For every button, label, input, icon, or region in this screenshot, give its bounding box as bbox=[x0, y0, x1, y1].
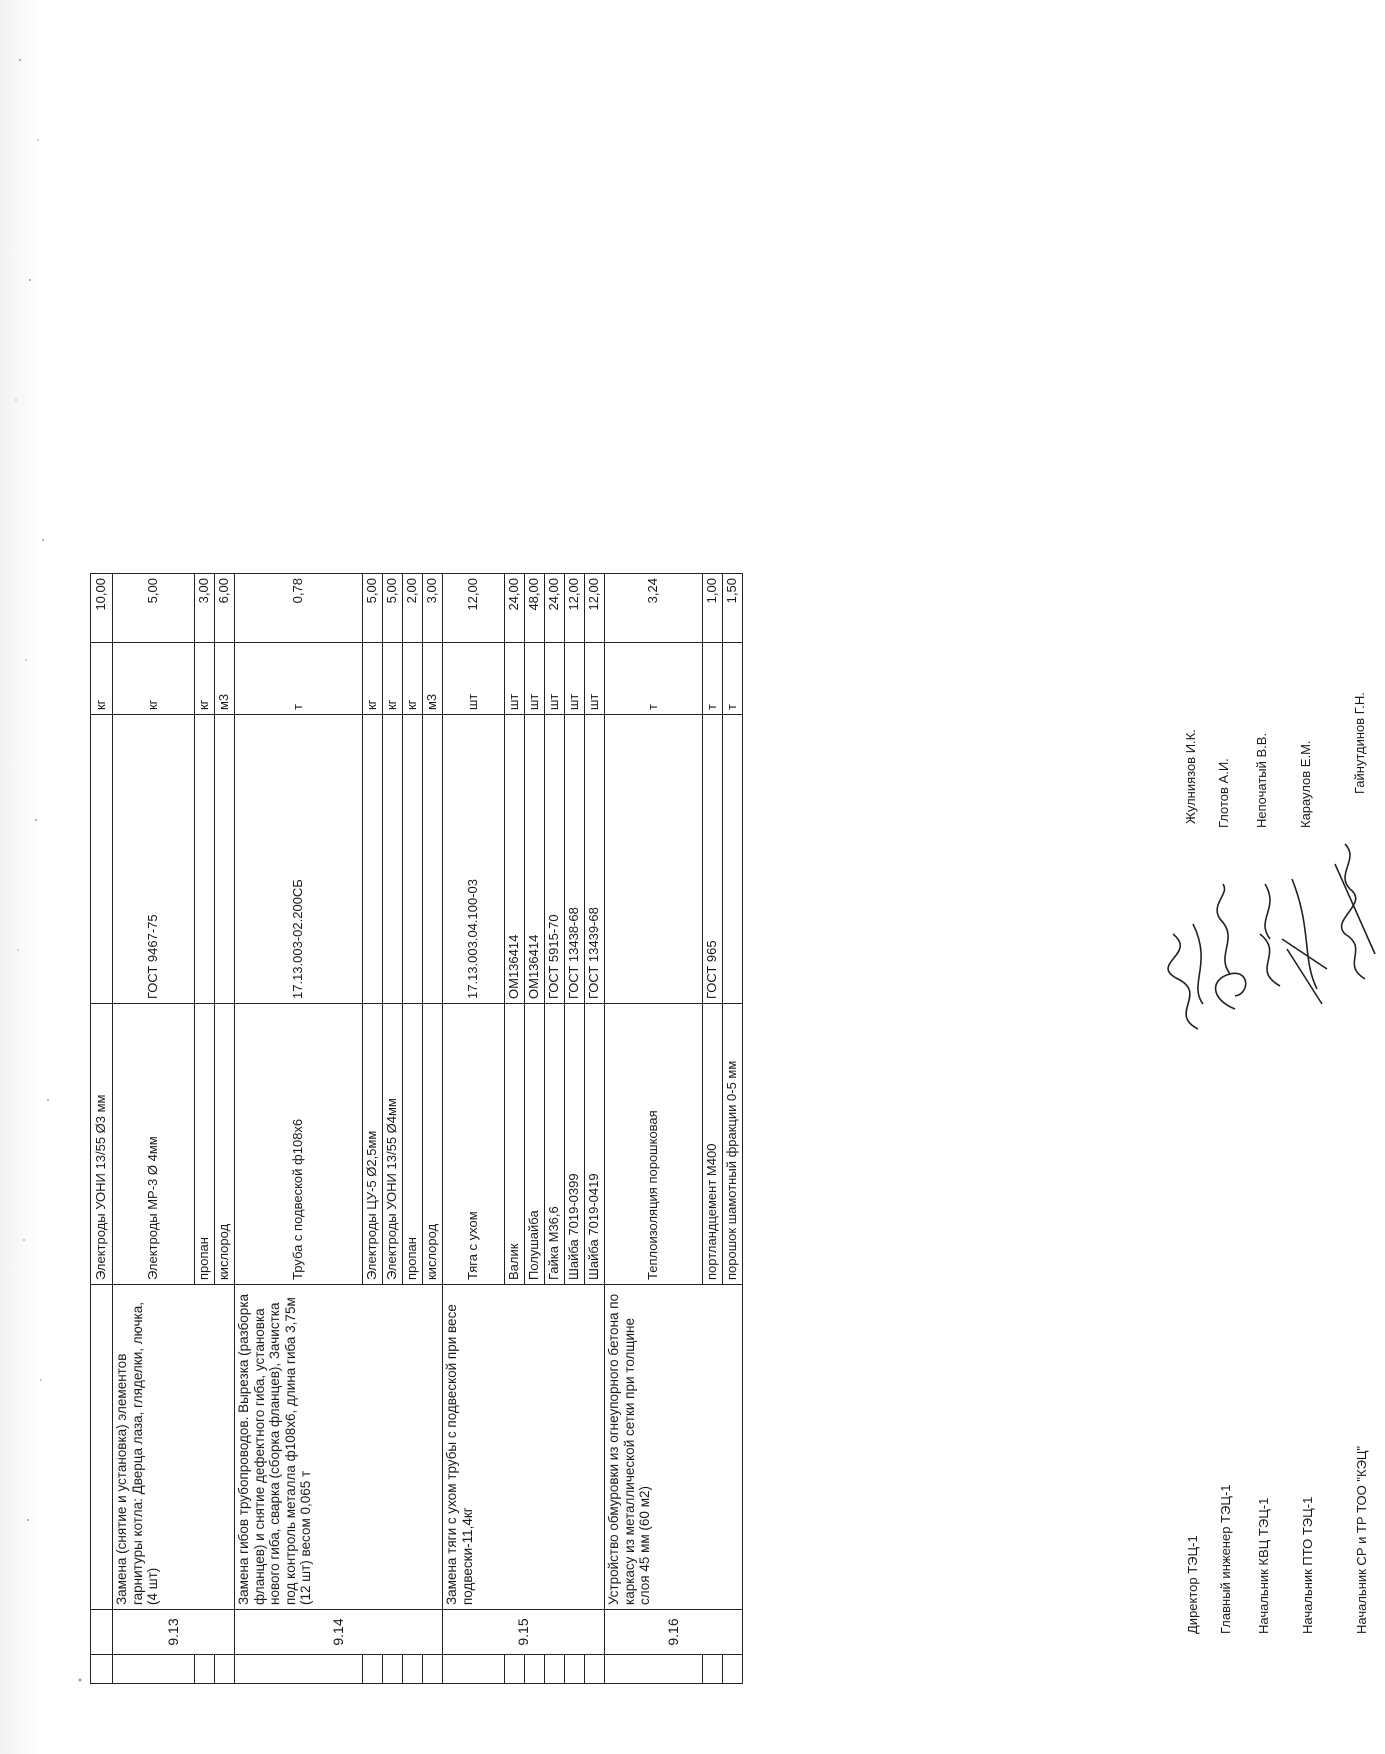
handwritten-signature bbox=[1282, 859, 1337, 1009]
gost-standard bbox=[195, 715, 215, 1004]
gost-standard bbox=[723, 715, 743, 1004]
quantity: 6,00 bbox=[215, 574, 235, 643]
gost-standard: ГОСТ 965 bbox=[703, 715, 723, 1004]
quantity: 12,00 bbox=[585, 574, 605, 643]
unit-of-measure: т bbox=[605, 643, 703, 715]
signatory-name: Непочатый В.В. bbox=[1254, 732, 1269, 828]
unit-of-measure: м3 bbox=[423, 643, 443, 715]
unit-of-measure: м3 bbox=[215, 643, 235, 715]
unit-of-measure: т bbox=[703, 643, 723, 715]
empty-cell bbox=[443, 1655, 505, 1684]
quantity: 1,00 bbox=[703, 574, 723, 643]
empty-cell bbox=[113, 1655, 195, 1684]
material-name: Валик bbox=[505, 1004, 525, 1285]
table-row bbox=[91, 574, 113, 1684]
empty-cell bbox=[585, 1655, 605, 1684]
quantity: 2,00 bbox=[403, 574, 423, 643]
empty-cell bbox=[403, 1655, 423, 1684]
table-row bbox=[605, 574, 703, 1684]
gost-standard: ОМ136414 bbox=[525, 715, 545, 1004]
signatory-name: Глотов А.И. bbox=[1216, 758, 1231, 828]
unit-of-measure: шт bbox=[525, 643, 545, 715]
material-name: кислород bbox=[423, 1004, 443, 1285]
table-row bbox=[113, 574, 195, 1684]
empty-cell bbox=[565, 1655, 585, 1684]
quantity: 1,50 bbox=[723, 574, 743, 643]
signatory-title: Директор ТЭЦ-1 bbox=[1185, 1535, 1200, 1634]
work-description: Замена тяги с ухом трубы с подвеской при весе подвески-11,4кг bbox=[443, 1285, 605, 1610]
material-name: Труба с подвеской ф108х6 bbox=[235, 1004, 363, 1285]
unit-of-measure: т bbox=[723, 643, 743, 715]
unit-of-measure: шт bbox=[505, 643, 525, 715]
gost-standard: 17.13.003.04.100-03 bbox=[443, 715, 505, 1004]
unit-of-measure: шт bbox=[545, 643, 565, 715]
item-number: 9.13 bbox=[113, 1610, 235, 1655]
gost-standard bbox=[363, 715, 383, 1004]
unit-of-measure: шт bbox=[443, 643, 505, 715]
empty-cell bbox=[423, 1655, 443, 1684]
signatory-title: Начальник ПТО ТЭЦ-1 bbox=[1300, 1496, 1315, 1634]
material-name: Электроды МР-3 Ø 4мм bbox=[113, 1004, 195, 1285]
empty-cell bbox=[505, 1655, 525, 1684]
item-number: 9.14 bbox=[235, 1610, 443, 1655]
gost-standard bbox=[403, 715, 423, 1004]
unit-of-measure: шт bbox=[585, 643, 605, 715]
quantity: 12,00 bbox=[443, 574, 505, 643]
quantity: 5,00 bbox=[363, 574, 383, 643]
material-name: Гайка М36,6 bbox=[545, 1004, 565, 1285]
gost-standard: 17.13.003-02.200СБ bbox=[235, 715, 363, 1004]
table-row bbox=[235, 574, 363, 1684]
gost-standard bbox=[91, 715, 113, 1004]
gost-standard: ГОСТ 5915-70 bbox=[545, 715, 565, 1004]
material-name: кислород bbox=[215, 1004, 235, 1285]
material-name: Полушайба bbox=[525, 1004, 545, 1285]
quantity: 12,00 bbox=[565, 574, 585, 643]
empty-cell bbox=[195, 1655, 215, 1684]
unit-of-measure: кг bbox=[383, 643, 403, 715]
quantity: 48,00 bbox=[525, 574, 545, 643]
material-name: Шайба 7019-0399 bbox=[565, 1004, 585, 1285]
work-description bbox=[91, 1285, 113, 1610]
gost-standard: ГОСТ 13439-68 bbox=[585, 715, 605, 1004]
signatory-title: Начальник КВЦ ТЭЦ-1 bbox=[1256, 1497, 1271, 1634]
empty-cell bbox=[91, 1655, 113, 1684]
table-row bbox=[443, 574, 505, 1684]
unit-of-measure: кг bbox=[91, 643, 113, 715]
materials-table bbox=[90, 573, 743, 1684]
item-number: 9.15 bbox=[443, 1610, 605, 1655]
quantity: 24,00 bbox=[545, 574, 565, 643]
signatory-name: Гайнутдинов Г.Н. bbox=[1352, 692, 1367, 794]
material-name: пропан bbox=[403, 1004, 423, 1285]
empty-cell bbox=[723, 1655, 743, 1684]
quantity: 5,00 bbox=[113, 574, 195, 643]
quantity: 5,00 bbox=[383, 574, 403, 643]
quantity: 24,00 bbox=[505, 574, 525, 643]
quantity: 0,78 bbox=[235, 574, 363, 643]
quantity: 3,24 bbox=[605, 574, 703, 643]
material-name: Электроды УОНИ 13/55 Ø4мм bbox=[383, 1004, 403, 1285]
material-name: Электроды ЦУ-5 Ø2,5мм bbox=[363, 1004, 383, 1285]
empty-cell bbox=[363, 1655, 383, 1684]
item-number: 9.16 bbox=[605, 1610, 743, 1655]
gost-standard: ОМ136414 bbox=[505, 715, 525, 1004]
unit-of-measure: кг bbox=[403, 643, 423, 715]
material-name: Электроды УОНИ 13/55 Ø3 мм bbox=[91, 1004, 113, 1285]
work-description: Замена (снятие и установка) элементов гарнитуры котла: Дверца лаза, гляделки, лючка, (4 шт) bbox=[113, 1285, 235, 1610]
unit-of-measure: кг bbox=[113, 643, 195, 715]
gost-standard: ГОСТ 13438-68 bbox=[565, 715, 585, 1004]
gost-standard bbox=[423, 715, 443, 1004]
empty-cell bbox=[605, 1655, 703, 1684]
quantity: 3,00 bbox=[195, 574, 215, 643]
unit-of-measure: кг bbox=[195, 643, 215, 715]
gost-standard bbox=[383, 715, 403, 1004]
material-name: Шайба 7019-0419 bbox=[585, 1004, 605, 1285]
gost-standard bbox=[605, 715, 703, 1004]
gost-standard: ГОСТ 9467-75 bbox=[113, 715, 195, 1004]
material-name: пропан bbox=[195, 1004, 215, 1285]
quantity: 10,00 bbox=[91, 574, 113, 643]
handwritten-signature bbox=[1330, 834, 1385, 984]
signatory-title: Главный инженер ТЭЦ-1 bbox=[1218, 1484, 1233, 1634]
signatory-name: Караулов Е.М. bbox=[1298, 740, 1313, 828]
material-name: портландцемент М400 bbox=[703, 1004, 723, 1285]
empty-cell bbox=[703, 1655, 723, 1684]
work-description: Устройство обмуровки из огнеупорного бетона по каркасу из металлической сетки при толщине слоя 45 мм (60 м2) bbox=[605, 1285, 743, 1610]
gost-standard bbox=[215, 715, 235, 1004]
unit-of-measure: шт bbox=[565, 643, 585, 715]
quantity: 3,00 bbox=[423, 574, 443, 643]
empty-cell bbox=[525, 1655, 545, 1684]
empty-cell bbox=[235, 1655, 363, 1684]
material-name: Теплоизоляция порошковая bbox=[605, 1004, 703, 1285]
unit-of-measure: т bbox=[235, 643, 363, 715]
unit-of-measure: кг bbox=[363, 643, 383, 715]
material-name: порошок шамотный фракции 0-5 мм bbox=[723, 1004, 743, 1285]
item-number bbox=[91, 1610, 113, 1655]
empty-cell bbox=[215, 1655, 235, 1684]
empty-cell bbox=[383, 1655, 403, 1684]
signatory-title: Начальник СР и ТР ТОО "КЭЦ" bbox=[1354, 1445, 1369, 1634]
work-description: Замена гибов трубопроводов. Вырезка (разборка фланцев) и снятие дефектного гиба, установка нового гиба, сварка (сборка фланцев), Зачистка под контроль металла ф108х6, длина гиба 3,75м (12 шт) весом 0,065 т bbox=[235, 1285, 443, 1610]
material-name: Тяга с ухом bbox=[443, 1004, 505, 1285]
signatory-name: Жулниязов И.К. bbox=[1183, 729, 1198, 824]
empty-cell bbox=[545, 1655, 565, 1684]
